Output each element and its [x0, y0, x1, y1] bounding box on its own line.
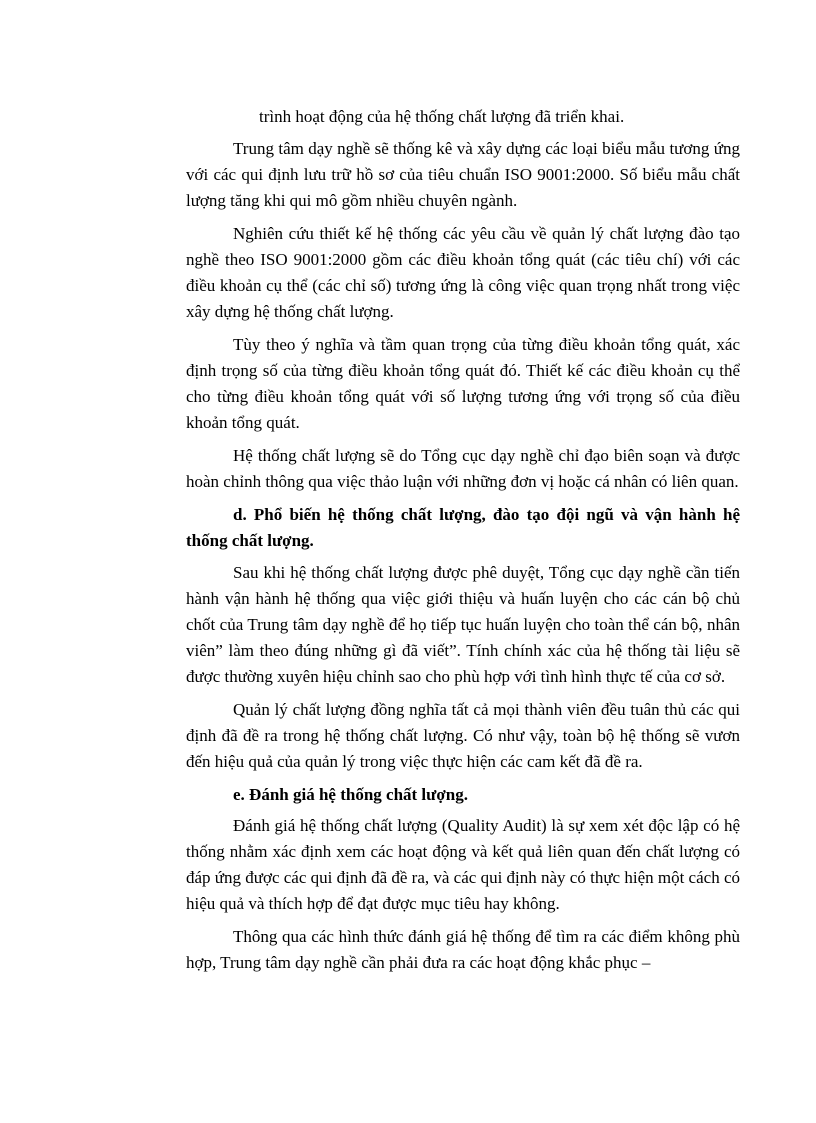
paragraph-research-design: Nghiên cứu thiết kế hệ thống các yêu cầu về quản lý chất lượng đào tạo nghề theo ISO 9001:2000 gồm các điều khoản tổng quát (các tiêu chí) với các điều khoản cụ thể (các chỉ số) tương ứng là công việc quan trọng nhất trong việc xây dựng hệ thống chất lượng. — [186, 224, 740, 321]
paragraph-quality-management: Quản lý chất lượng đồng nghĩa tất cả mọi thành viên đều tuân thủ các qui định đã đề ra trong hệ thống chất lượng. Có như vậy, toàn bộ hệ thống sẽ vươn đến hiệu quả của quản lý trong việc thực hiện các cam kết đã đề ra. — [186, 700, 740, 771]
section-heading-e: e. Đánh giá hệ thống chất lượng. — [233, 785, 468, 804]
paragraph-deployment: Sau khi hệ thống chất lượng được phê duyệt, Tổng cục dạy nghề cần tiến hành vận hành hệ thống qua việc giới thiệu và huấn luyện cho các cán bộ chủ chốt của Trung tâm dạy nghề để họ tiếp tục huấn luyện cho toàn thể cán bộ, nhân viên” làm theo đúng những gì đã viết”. Tính chính xác của hệ thống tài liệu sẽ được thường xuyên hiệu chỉnh sao cho phù hợp với tình hình thực tế của cơ sở. — [186, 563, 740, 686]
paragraph-compilation: Hệ thống chất lượng sẽ do Tổng cục dạy nghề chỉ đạo biên soạn và được hoàn chỉnh thông qua việc thảo luận với những đơn vị hoặc cá nhân có liên quan. — [186, 446, 740, 491]
paragraph-weighting: Tùy theo ý nghĩa và tầm quan trọng của từng điều khoản tổng quát, xác định trọng số của từng điều khoản tổng quát đó. Thiết kế các điều khoản cụ thể cho từng điều khoản tổng quát với số lượng tương ứng với trọng số của điều khoản tổng quát. — [186, 335, 740, 432]
paragraph-continuation: trình hoạt động của hệ thống chất lượng đã triển khai. — [259, 107, 625, 126]
paragraph-corrective-actions: Thông qua các hình thức đánh giá hệ thống để tìm ra các điểm không phù hợp, Trung tâm dạy nghề cần phải đưa ra các hoạt động khắc phục – — [186, 927, 740, 972]
paragraph-forms: Trung tâm dạy nghề sẽ thống kê và xây dựng các loại biểu mẫu tương ứng với các qui định lưu trữ hồ sơ của tiêu chuẩn ISO 9001:2000. Số biểu mẫu chất lượng tăng khi qui mô gồm nhiều chuyên ngành. — [186, 139, 740, 210]
section-heading-d: d. Phổ biến hệ thống chất lượng, đào tạo đội ngũ và vận hành hệ thống chất lượng. — [186, 505, 740, 550]
document-page — [186, 104, 740, 983]
paragraph-quality-audit: Đánh giá hệ thống chất lượng (Quality Audit) là sự xem xét độc lập có hệ thống nhằm xác định xem các hoạt động và kết quả liên quan đến chất lượng có đáp ứng được các qui định đã đề ra, và các qui định này có thực hiện một cách có hiệu quả và thích hợp để đạt được mục tiêu hay không. — [186, 816, 740, 913]
